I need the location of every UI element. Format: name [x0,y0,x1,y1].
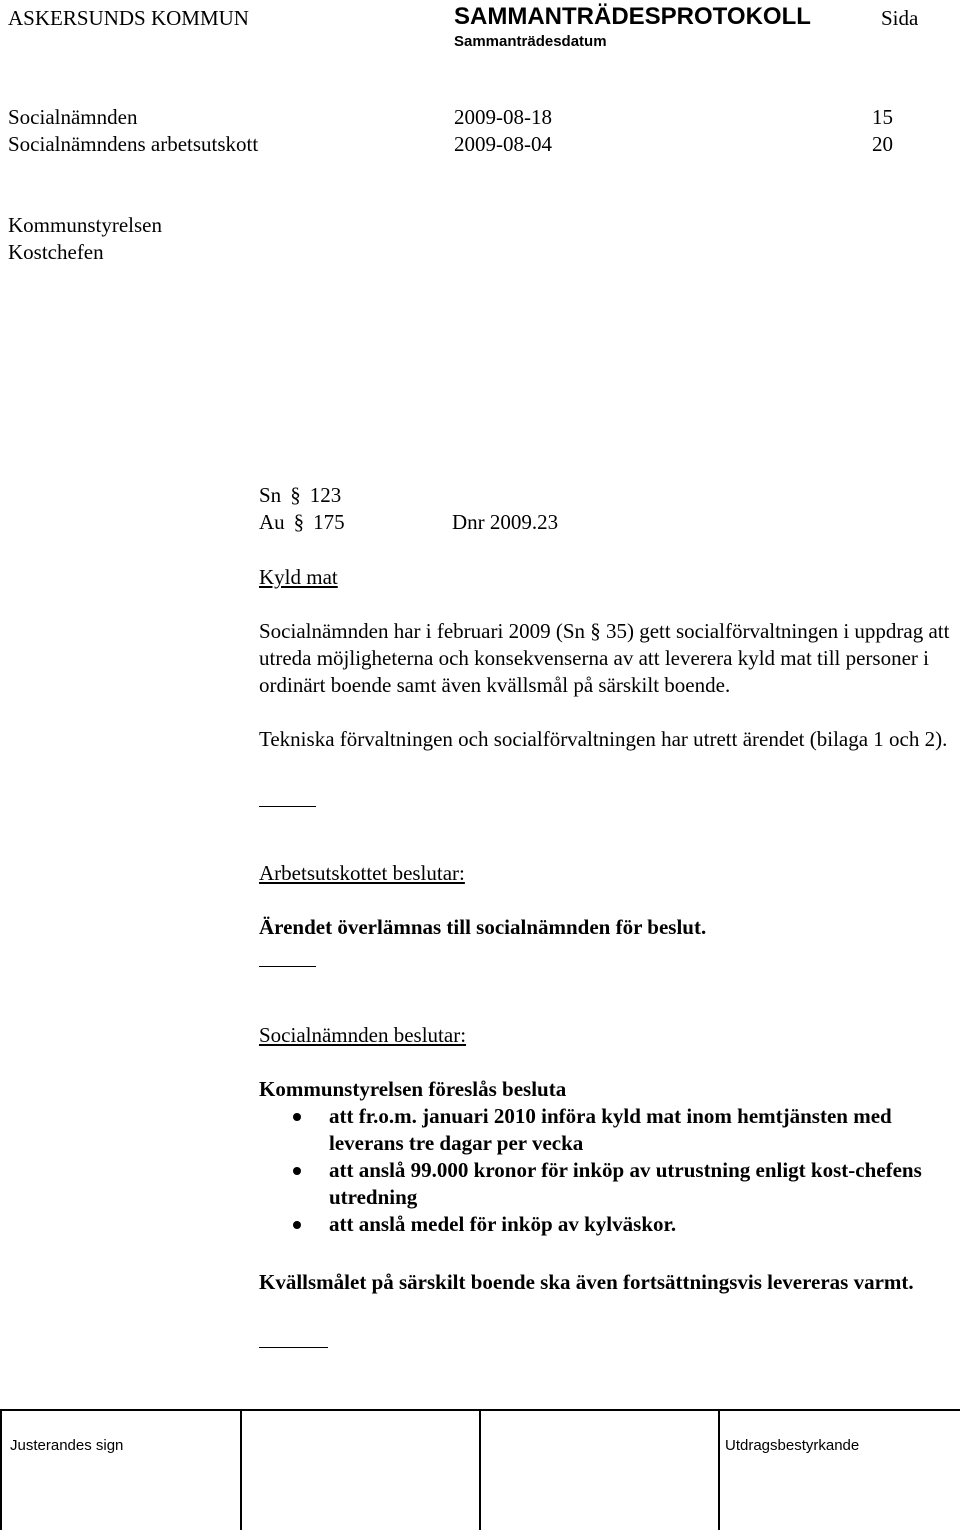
decision-item-text: att anslå medel för inköp av kylväskor. [329,1212,677,1236]
section-divider [259,966,316,967]
recipient: Kommunstyrelsen [8,213,162,237]
list-item [259,1103,959,1157]
document-subtitle: Sammanträdesdatum [454,33,607,50]
bullet-icon [293,1113,301,1121]
au-decision-heading: Arbetsutskottet beslutar: [259,861,465,885]
organization-name: ASKERSUNDS KOMMUN [8,6,249,30]
page-label: Sida [881,6,919,30]
signature-divider [718,1409,720,1530]
sn-reference [259,482,341,509]
list-item [259,1157,959,1211]
body-paragraph: Socialnämnden har i februari 2009 (Sn § 35) gett socialförvaltningen i uppdrag att utreda möjligheterna och konsekvenserna av att leverera kyld mat till personer i ordinärt boende samt även kvällsmål på särskilt boende. [259,619,950,697]
section-divider [259,1347,328,1348]
sn-decision-heading: Socialnämnden beslutar: [259,1023,467,1047]
sn-decision-intro: Kommunstyrelsen föreslås besluta [259,1077,567,1101]
recipient: Kostchefen [8,240,104,264]
meeting-body: Socialnämnden [8,105,138,129]
list-item [259,1211,959,1238]
au-reference [259,509,345,536]
meeting-body: Socialnämndens arbetsutskott [8,132,259,156]
decision-list [259,1103,959,1238]
meeting-page: 15 [872,105,893,129]
meeting-date: 2009-08-18 [454,105,552,129]
document-title: SAMMANTRÄDESPROTOKOLL [454,3,811,30]
au-decision-text: Ärendet överlämnas till socialnämnden för beslut. [259,915,707,939]
au-number: 175 [313,510,345,534]
justerandes-sign-label: Justerandes sign [10,1437,124,1454]
au-prefix: Au [259,510,285,534]
meeting-page: 20 [872,132,893,156]
section-symbol: § [290,483,301,507]
bullet-icon [293,1221,301,1229]
signature-divider [240,1409,242,1530]
decision-item-text: att fr.o.m. januari 2010 införa kyld mat inom hemtjänsten med leverans tre dagar per vecka [329,1104,892,1155]
bullet-icon [293,1167,301,1175]
sn-number: 123 [309,483,342,507]
meeting-date: 2009-08-04 [454,132,552,156]
utdragsbestyrkande-label: Utdragsbestyrkande [725,1437,860,1454]
section-divider [259,806,316,807]
decision-item-text: att anslå 99.000 kronor för inköp av utrustning enligt kost-chefens utredning [329,1158,922,1209]
closing-statement: Kvällsmålet på särskilt boende ska även fortsättningsvis levereras varmt. [259,1270,914,1294]
case-title: Kyld mat [259,565,338,589]
sn-prefix: Sn [259,483,282,507]
signature-divider [479,1409,481,1530]
section-symbol: § [293,510,305,534]
dnr-reference: Dnr 2009.23 [452,510,559,534]
body-paragraph: Tekniska förvaltningen och socialförvaltningen har utrett ärendet (bilaga 1 och 2). [259,727,948,751]
